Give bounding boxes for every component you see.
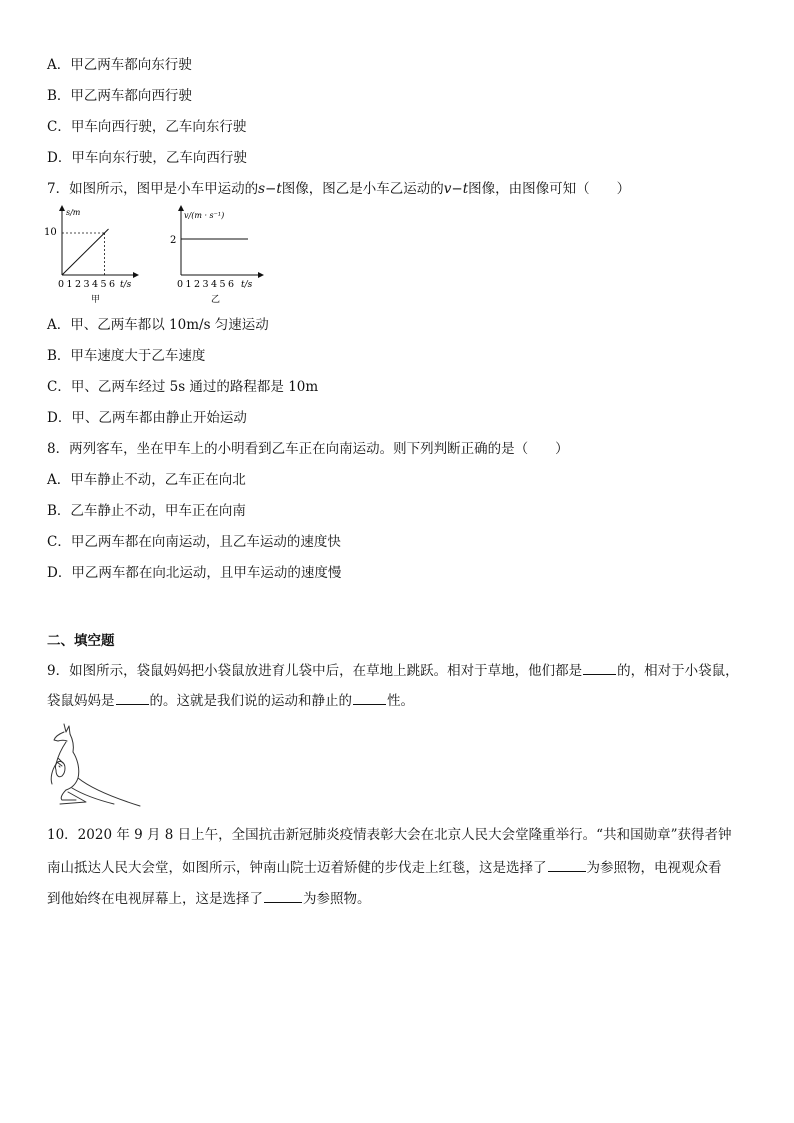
q9-blank-2[interactable] <box>116 690 149 705</box>
q10-text-2b: 为参照物，电视观众看 <box>586 860 722 876</box>
jia-x-tick-2: 2 <box>75 279 82 290</box>
q7-option-d: D．甲、乙两车都由静止开始运动 <box>47 410 247 426</box>
q10-line-1: 10．2020 年 9 月 8 日上午，全国抗击新冠肺炎疫情表彰大会在北京人民大会堂隆重举行。“共和国勋章”获得者钟 <box>47 827 732 843</box>
jia-series-line <box>62 229 109 275</box>
q6-option-c: C．甲车向西行驶，乙车向东行驶 <box>47 119 247 135</box>
jia-caption: 甲 <box>91 295 101 304</box>
q7-option-a: A．甲、乙两车都以 10m/s 匀速运动 <box>47 317 269 333</box>
yi-x-label: t/s <box>241 280 253 290</box>
q9-blank-1[interactable] <box>583 660 616 675</box>
jia-x-tick-0: 0 <box>58 279 65 290</box>
q10-text-3a: 到他始终在电视屏幕上，这是选择了 <box>47 891 263 907</box>
jia-y-label: s/m <box>66 208 81 217</box>
q6-option-d: D．甲车向东行驶，乙车向西行驶 <box>47 150 247 166</box>
yi-caption: 乙 <box>211 295 221 304</box>
graph-jia <box>40 202 140 304</box>
q7-stem <box>47 180 630 198</box>
q7-stem-prefix: 7．如图所示，图甲是小车甲运动的 <box>47 181 259 197</box>
q8-stem: 8．两列客车，坐在甲车上的小明看到乙车正在向南运动。则下列判断正确的是（ ） <box>47 441 569 457</box>
q9-blank-3[interactable] <box>353 690 386 705</box>
q7-stem-mid: 图像，图乙是小车乙运动的 <box>281 181 444 197</box>
q7-option-b: B．甲车速度大于乙车速度 <box>47 348 206 364</box>
jia-x-label: t/s <box>120 280 132 290</box>
graph-yi <box>163 202 267 304</box>
jia-x-tick-4: 4 <box>92 279 99 290</box>
q10-line-3 <box>47 888 371 908</box>
q10-text-2a: 南山抵达人民大会堂，如图所示，钟南山院士迈着矫健的步伐走上红毯，这是选择了 <box>47 860 547 876</box>
q9-text-2a: 袋鼠妈妈是 <box>47 693 115 709</box>
q10-blank-2[interactable] <box>264 888 302 903</box>
q6-option-a: A．甲乙两车都向东行驶 <box>47 57 192 73</box>
q9-text-2b: 的。这就是我们说的运动和静止的 <box>149 693 352 709</box>
q8-option-b: B．乙车静止不动，甲车正在向南 <box>47 503 246 519</box>
jia-x-tick-1: 1 <box>66 279 73 290</box>
yi-x-tick-3: 3 <box>202 279 209 290</box>
jia-x-tick-3: 3 <box>83 279 90 290</box>
q8-option-c: C．甲乙两车都在向南运动，且乙车运动的速度快 <box>47 534 341 550</box>
yi-x-tick-5: 5 <box>219 279 226 290</box>
q9-line-2 <box>47 690 414 710</box>
q9-text-2c: 性。 <box>387 693 414 709</box>
q10-text-3b: 为参照物。 <box>303 891 371 907</box>
jia-y-tick: 10 <box>44 227 57 238</box>
yi-y-tick: 2 <box>170 235 177 246</box>
jia-x-tick-6: 6 <box>109 279 116 290</box>
yi-x-tick-1: 1 <box>185 279 192 290</box>
q9-text-1b: 的，相对于小袋鼠， <box>617 663 739 679</box>
kangaroo-illustration <box>42 720 144 810</box>
q8-option-d: D．甲乙两车都在向北运动，且甲车运动的速度慢 <box>47 565 342 581</box>
yi-x-tick-6: 6 <box>228 279 235 290</box>
q9-text-1a: 9．如图所示，袋鼠妈妈把小袋鼠放进育儿袋中后，在草地上跳跃。相对于草地，他们都是 <box>47 663 583 679</box>
q10-blank-1[interactable] <box>548 857 586 872</box>
q7-option-c: C．甲、乙两车经过 5s 通过的路程都是 10m <box>47 379 319 395</box>
q7-stem-suffix: 图像，由图像可知（ ） <box>468 181 631 197</box>
yi-x-tick-0: 0 <box>177 279 184 290</box>
yi-x-tick-4: 4 <box>211 279 218 290</box>
yi-y-label: v/(m · s⁻¹) <box>184 211 225 220</box>
q7-st-symbol: s−t <box>258 181 282 197</box>
section-heading-fill-in: 二、填空题 <box>47 633 115 649</box>
q6-option-b: B．甲乙两车都向西行驶 <box>47 88 192 104</box>
q10-line-2 <box>47 857 722 877</box>
q7-vt-symbol: v−t <box>443 181 469 197</box>
jia-x-tick-5: 5 <box>100 279 107 290</box>
yi-x-tick-2: 2 <box>194 279 201 290</box>
q9-line-1 <box>47 660 739 680</box>
q8-option-a: A．甲车静止不动，乙车正在向北 <box>47 472 246 488</box>
